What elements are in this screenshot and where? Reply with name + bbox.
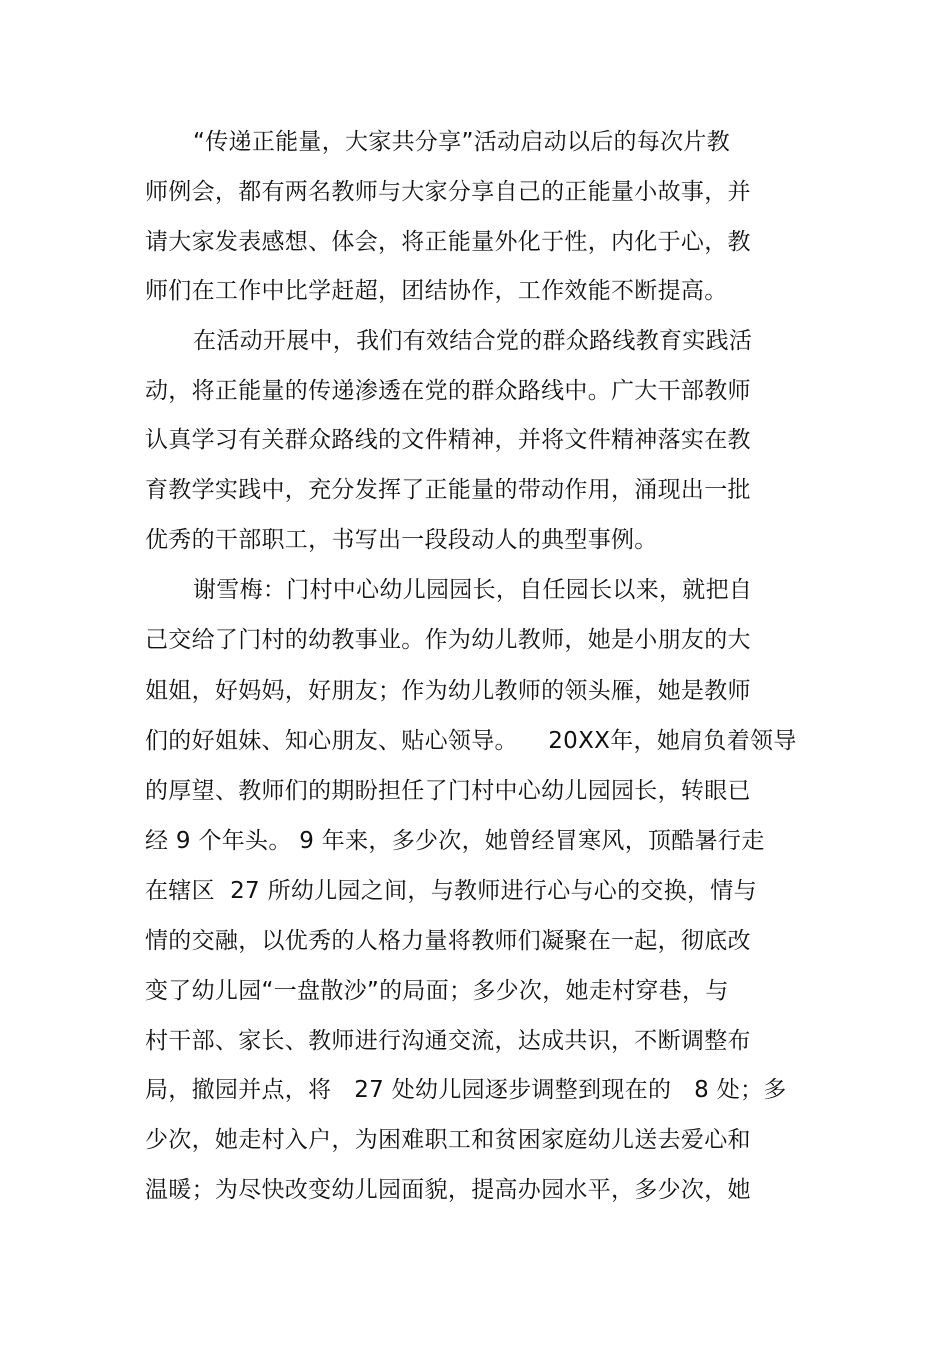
paragraph-3-line-13: 温暖；为尽快改变幼儿园面貌，提高办园水平，多少次，她 <box>145 1177 751 1203</box>
paragraph-2-line-1: 在活动开展中，我们有效结合党的群众路线教育实践活 <box>193 328 753 354</box>
paragraph-3-line-6: 经 9 个年头。 9 年来，多少次，她曾经冒寒风，顶酷暑行走 <box>145 828 765 854</box>
paragraph-3-line-12: 少次，她走村入户，为困难职工和贫困家庭幼儿送去爱心和 <box>145 1127 751 1153</box>
paragraph-3-line-7: 在辖区 27 所幼儿园之间，与教师进行心与心的交换，情与 <box>145 878 757 904</box>
paragraph-3-line-5: 的厚望、教师们的期盼担任了门村中心幼儿园园长，转眼已 <box>145 778 751 804</box>
paragraph-2-line-5: 优秀的干部职工，书写出一段段动人的典型事例。 <box>145 527 658 553</box>
paragraph-2-line-2: 动，将正能量的传递渗透在党的群众路线中。广大干部教师 <box>145 378 751 404</box>
paragraph-3-line-2: 己交给了门村的幼教事业。作为幼儿教师，她是小朋友的大 <box>145 627 751 653</box>
paragraph-3-line-10: 村干部、家长、教师进行沟通交流，达成共识，不断调整布 <box>145 1028 751 1054</box>
paragraph-1-line-2: 师例会，都有两名教师与大家分享自己的正能量小故事，并 <box>145 179 751 205</box>
paragraph-3-line-3: 姐姐，好妈妈，好朋友；作为幼儿教师的领头雁，她是教师 <box>145 678 751 704</box>
paragraph-3-line-9: 变了幼儿园“一盘散沙”的局面；多少次，她走村穿巷，与 <box>145 978 729 1004</box>
paragraph-1-line-3: 请大家发表感想、体会，将正能量外化于性，内化于心，教 <box>145 229 751 255</box>
paragraph-3-line-4: 们的好姐妹、知心朋友、贴心领导。 20XX年，她肩负着领导 <box>145 728 797 754</box>
paragraph-3-line-1: 谢雪梅：门村中心幼儿园园长，自任园长以来，就把自 <box>193 577 753 603</box>
paragraph-2-line-3: 认真学习有关群众路线的文件精神，并将文件精神落实在教 <box>145 427 751 453</box>
paragraph-1-line-1: “传递正能量，大家共分享”活动启动以后的每次片教 <box>193 129 731 155</box>
paragraph-3-line-11: 局，撤园并点，将 27 处幼儿园逐步调整到现在的 8 处；多 <box>145 1077 787 1103</box>
paragraph-1-line-4: 师们在工作中比学赶超，团结协作，工作效能不断提高。 <box>145 278 728 304</box>
paragraph-2-line-4: 育教学实践中，充分发挥了正能量的带动作用，涌现出一批 <box>145 477 751 503</box>
paragraph-3-line-8: 情的交融，以优秀的人格力量将教师们凝聚在一起，彻底改 <box>145 928 751 954</box>
